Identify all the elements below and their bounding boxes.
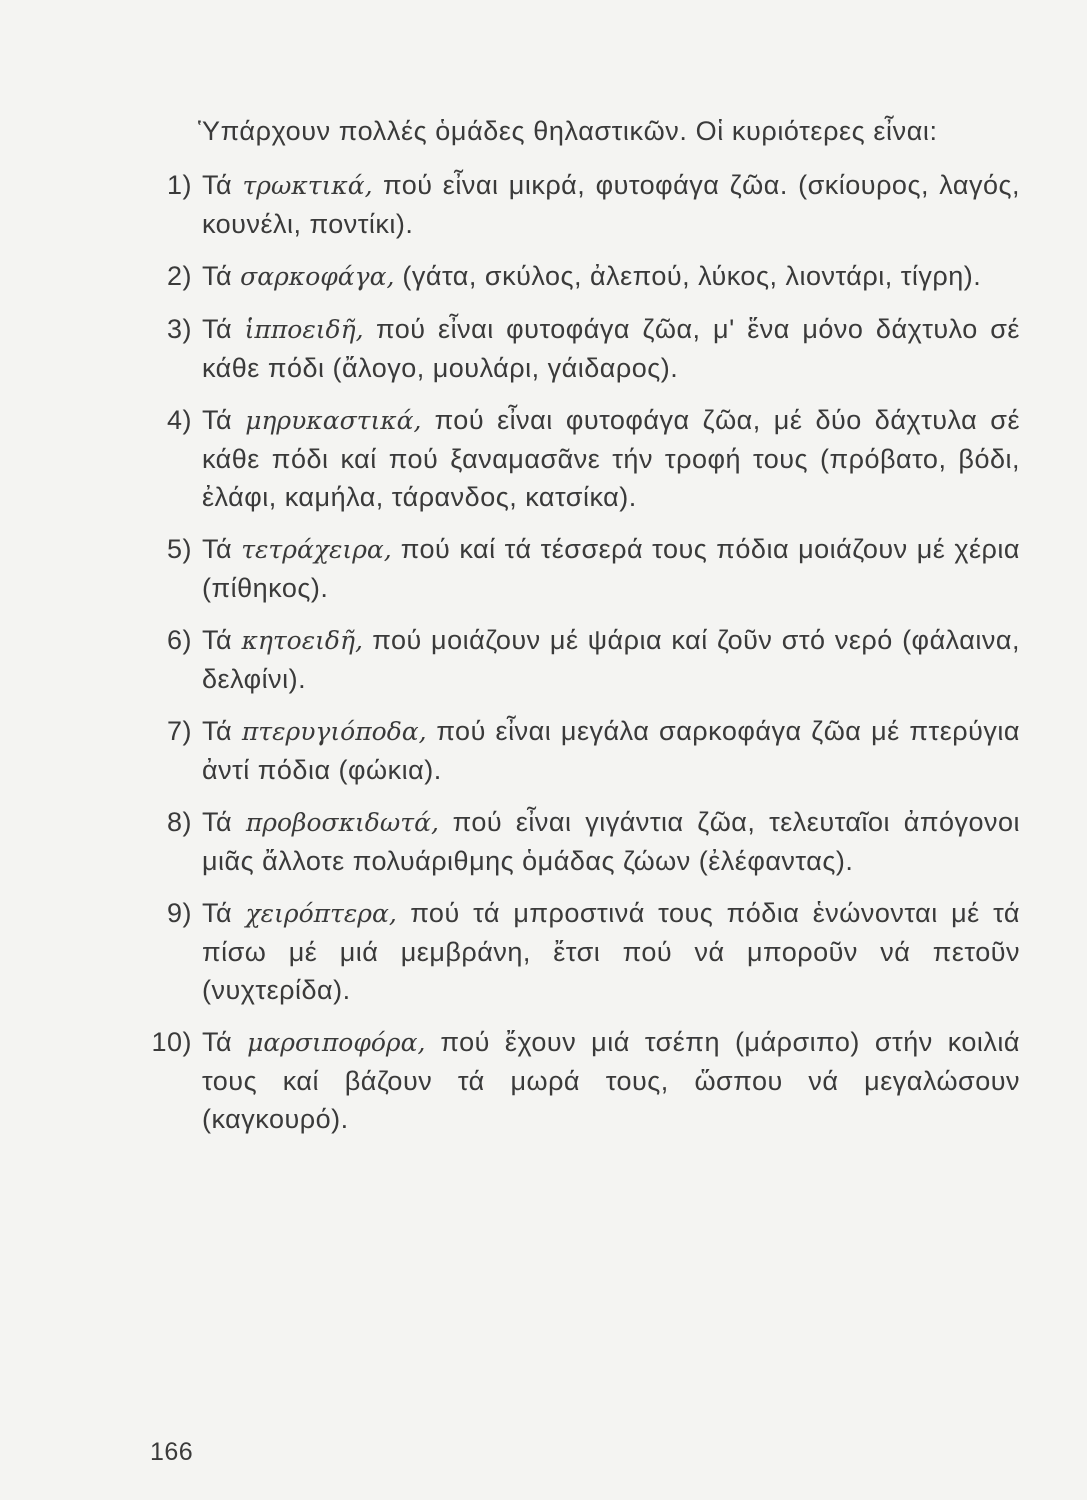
item-term: μαρσιποφόρα, — [247, 1028, 426, 1057]
item-description: πού ἔχουν μιά τσέπη (μάρσιπο) στήν κοιλιά τους καί βάζουν τά μωρά τους, ὥσπου νά μεγαλώσουν (καγκουρό). — [202, 1027, 1020, 1134]
item-number: 4) — [166, 405, 192, 435]
page-number: 166 — [150, 1438, 194, 1466]
list-item — [150, 1023, 1020, 1138]
item-term: κητοειδῆ, — [241, 626, 363, 655]
item-description: πού εἶναι γιγάντια ζῶα, τελευταῖοι ἀπόγονοι μιᾶς ἄλλοτε πολυάριθμης ὁμάδας ζώων (ἐλέφαντας). — [202, 807, 1020, 876]
item-prefix: Τά — [202, 534, 233, 564]
list-item — [150, 166, 1020, 243]
item-prefix: Τά — [202, 1027, 233, 1057]
list-item — [150, 257, 1020, 296]
item-number: 3) — [166, 314, 192, 344]
item-prefix: Τά — [202, 405, 233, 435]
item-text — [202, 1023, 1020, 1138]
item-text — [202, 712, 1020, 789]
item-text — [202, 621, 1020, 698]
item-number: 1) — [166, 170, 192, 200]
item-text — [202, 894, 1020, 1009]
item-description: πού εἶναι φυτοφάγα ζῶα, μ' ἕνα μόνο δάχτυλο σέ κάθε πόδι (ἄλογο, μουλάρι, γάιδαρος). — [202, 314, 1020, 383]
item-term: τρωκτικά, — [242, 171, 373, 200]
item-prefix: Τά — [202, 314, 233, 344]
item-prefix: Τά — [202, 261, 233, 291]
item-number: 2) — [166, 261, 192, 291]
item-text — [202, 530, 1020, 607]
item-prefix: Τά — [202, 625, 233, 655]
item-number: 7) — [166, 716, 192, 746]
item-text — [202, 310, 1020, 387]
list-item — [150, 401, 1020, 516]
item-text — [202, 166, 1020, 243]
item-number: 6) — [166, 625, 192, 655]
item-prefix: Τά — [202, 898, 233, 928]
item-description: πού μοιάζουν μέ ψάρια καί ζοῦν στό νερό (φάλαινα, δελφίνι). — [202, 625, 1020, 694]
list-item — [150, 894, 1020, 1009]
item-number: 10) — [151, 1027, 192, 1057]
item-number: 5) — [166, 534, 192, 564]
item-description: πού εἶναι φυτοφάγα ζῶα, μέ δύο δάχτυλα σέ κάθε πόδι καί πού ξαναμασᾶνε τήν τροφή τους (πρόβατο, βόδι, ἐλάφι, καμήλα, τάρανδος, κατσίκα). — [202, 405, 1020, 512]
item-description: πού τά μπροστινά τους πόδια ἑνώνονται μέ τά πίσω μέ μιά μεμβράνη, ἔτσι πού νά μποροῦν νά πετοῦν (νυχτερίδα). — [202, 898, 1020, 1005]
item-term: προβοσκιδωτά, — [245, 808, 439, 837]
item-description: πού εἶναι μικρά, φυτοφάγα ζῶα. (σκίουρος, λαγός, κουνέλι, ποντίκι). — [202, 170, 1020, 239]
list-item — [150, 530, 1020, 607]
list-item — [150, 803, 1020, 880]
item-text — [202, 257, 1020, 296]
item-description: (γάτα, σκύλος, ἀλεπού, λύκος, λιοντάρι, τίγρη). — [402, 261, 982, 291]
item-number: 8) — [166, 807, 192, 837]
list-item — [150, 621, 1020, 698]
item-term: πτερυγιόποδα, — [241, 717, 427, 746]
list-item — [150, 310, 1020, 387]
item-text — [202, 803, 1020, 880]
item-description: πού εἶναι μεγάλα σαρκοφάγα ζῶα μέ πτερύγια ἀντί πόδια (φώκια). — [202, 716, 1020, 785]
item-term: ἱπποειδῆ, — [244, 315, 364, 344]
item-term: χειρόπτερα, — [245, 899, 397, 928]
mammal-groups-list — [150, 166, 1020, 1152]
item-prefix: Τά — [202, 716, 233, 746]
item-text — [202, 401, 1020, 516]
item-term: σαρκοφάγα, — [240, 262, 395, 291]
item-term: τετράχειρα, — [241, 535, 392, 564]
item-number: 9) — [166, 898, 192, 928]
list-item — [150, 712, 1020, 789]
item-prefix: Τά — [202, 170, 233, 200]
intro-paragraph: Ὑπάρχουν πολλές ὁμάδες θηλαστικῶν. Οἱ κυριότερες εἶναι: — [198, 116, 938, 146]
item-term: μηρυκαστικά, — [245, 406, 422, 435]
item-description: πού καί τά τέσσερά τους πόδια μοιάζουν μέ χέρια (πίθηκος). — [202, 534, 1020, 603]
item-prefix: Τά — [202, 807, 233, 837]
